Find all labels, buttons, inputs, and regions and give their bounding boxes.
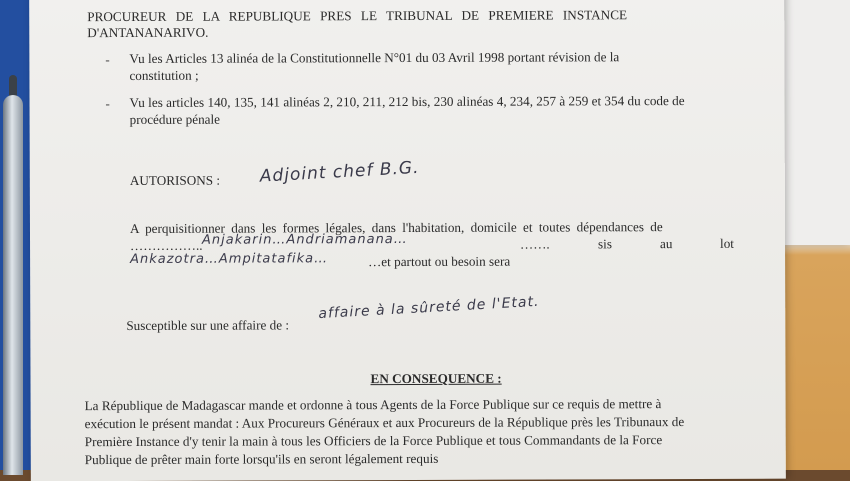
- perquisition-lot: lot: [720, 235, 734, 251]
- visa-2-line2: procédure pénale: [129, 111, 221, 127]
- consequence-line-2: exécution le présent mandat : Aux Procureurs Généraux et aux Procureurs de la République près les Tribunaux de: [84, 414, 685, 432]
- visa-dash-1: -: [105, 52, 110, 68]
- visa-1-line1: Vu les Articles 13 alinéa de la Constitutionnelle N°01 du 03 Avril 1998 portant révision de la: [129, 49, 620, 66]
- header-line1: PROCUREUR DE LA REPUBLIQUE PRES LE TRIBUNAL DE PREMIERE INSTANCE: [87, 7, 628, 25]
- consequence-title: EN CONSEQUENCE :: [370, 370, 502, 387]
- autorisons-handwritten: Adjoint chef B.G.: [259, 157, 420, 187]
- pen: [3, 95, 23, 475]
- visa-1-line2: constitution ;: [129, 67, 199, 83]
- perquisition-au: au: [660, 236, 673, 252]
- header-line2: D'ANTANANARIVO.: [87, 24, 209, 41]
- document-page: [29, 0, 786, 481]
- autorisons-label: AUTORISONS :: [129, 172, 221, 188]
- pen-tip: [9, 75, 17, 97]
- perquisition-handwritten1: Anjakarin…Andriamanana…: [201, 231, 408, 248]
- perquisition-handwritten2: Ankazotra…Ampitatafika…: [130, 251, 329, 267]
- visa-2-line1: Vu les articles 140, 135, 141 alinéas 2, 210, 211, 212 bis, 230 alinéas 4, 234, 257 à 259 et 354 du code de: [129, 93, 685, 110]
- perquisition-line3: …et partout ou besoin sera: [368, 253, 511, 270]
- perquisition-dots1: ……………..: [130, 237, 203, 253]
- perquisition-dots1b: …….: [520, 236, 550, 252]
- affaire-handwritten: affaire à la sûreté de l'Etat.: [317, 293, 540, 323]
- perquisition-sis: sis: [598, 236, 612, 252]
- consequence-line-3: Première Instance d'y tenir la main à tous les Officiers de la Force Publique et tous Commandants de la Force: [84, 432, 663, 450]
- affaire-label: Susceptible sur une affaire de :: [126, 317, 290, 333]
- visa-dash-2: -: [105, 96, 110, 112]
- consequence-line-1: La République de Madagascar mande et ordonne à tous Agents de la Force Publique sur ce requis de mettre à: [84, 396, 662, 414]
- perquisition-line1: A perquisitionner dans les formes légales, dans l'habitation, domicile et toutes dépendances de: [129, 219, 663, 236]
- consequence-line-4: Publique de prêter main forte lorsqu'ils en seront légalement requis: [84, 450, 439, 468]
